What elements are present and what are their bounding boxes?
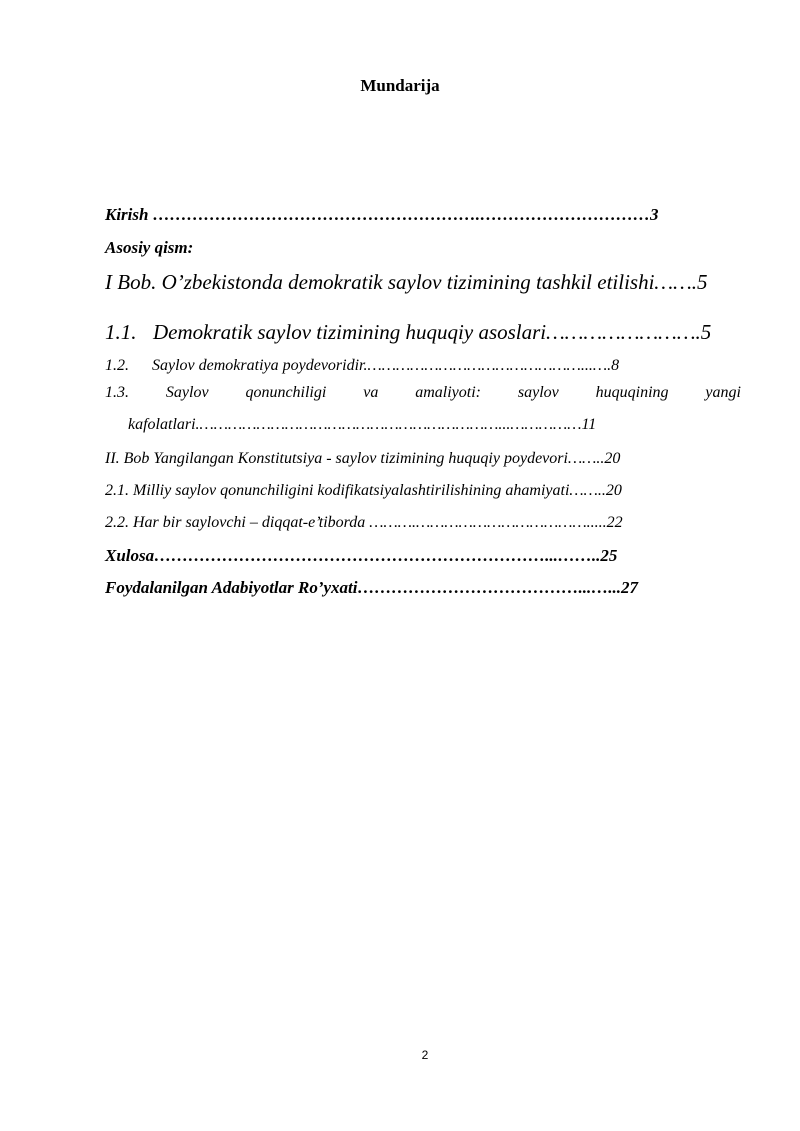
page-number: 2	[421, 1048, 429, 1062]
toc-entry-2-1: 2.1. Milliy saylov qonunchiligini kodifikatsiyalashtirilishining ahamiyati……..20	[105, 482, 622, 499]
toc-entry-1-3-word: 1.3.	[105, 384, 129, 401]
toc-entry-1-2-number: 1.2.	[105, 357, 129, 374]
toc-entry-kirish: Kirish ………………………………………………….…………………………3	[105, 205, 659, 224]
toc-entry-1-3-word: va	[363, 384, 379, 401]
toc-heading-asosiy: Asosiy qism:	[105, 238, 194, 257]
toc-entry-1-3-continuation: kafolatlari.………………………………………………………...……………11	[128, 416, 597, 433]
toc-entry-bob1: I Bob. O’zbekistonda demokratik saylov tizimining tashkil etilishi…….5	[105, 270, 708, 294]
toc-entry-adabiyotlar: Foydalanilgan Adabiyotlar Ro’yxati…………………………………...…...27	[105, 578, 638, 597]
toc-entry-1-3	[105, 384, 741, 402]
toc-entry-2-2: 2.2. Har bir saylovchi – diqqat-e’tiborda ……….……………………………….....22	[105, 514, 623, 531]
toc-entry-xulosa: Xulosa……………………………………………………………...……..25	[105, 546, 618, 565]
toc-entry-1-2-text: Saylov demokratiya poydevoridir.………………………………………...….8	[152, 357, 620, 374]
toc-entry-1-3-word: qonunchiligi	[245, 384, 327, 401]
toc-entry-1-2	[105, 357, 619, 375]
toc-entry-1-3-word: yangi	[705, 384, 741, 401]
page-title: Mundarija	[360, 76, 440, 95]
toc-entry-bob2: II. Bob Yangilangan Konstitutsiya - saylov tizimining huquqiy poydevori……..20	[105, 450, 621, 467]
toc-entry-1-1-number: 1.1.	[105, 320, 137, 344]
toc-entry-1-1	[105, 320, 711, 345]
toc-entry-1-1-text: Demokratik saylov tizimining huquqiy asoslari…………………….5	[153, 320, 712, 344]
toc-entry-1-3-word: Saylov	[165, 384, 209, 401]
toc-entry-1-3-word: amaliyoti:	[415, 384, 481, 401]
toc-entry-1-3-word: saylov	[517, 384, 559, 401]
toc-entry-1-3-word: huquqining	[595, 384, 669, 401]
